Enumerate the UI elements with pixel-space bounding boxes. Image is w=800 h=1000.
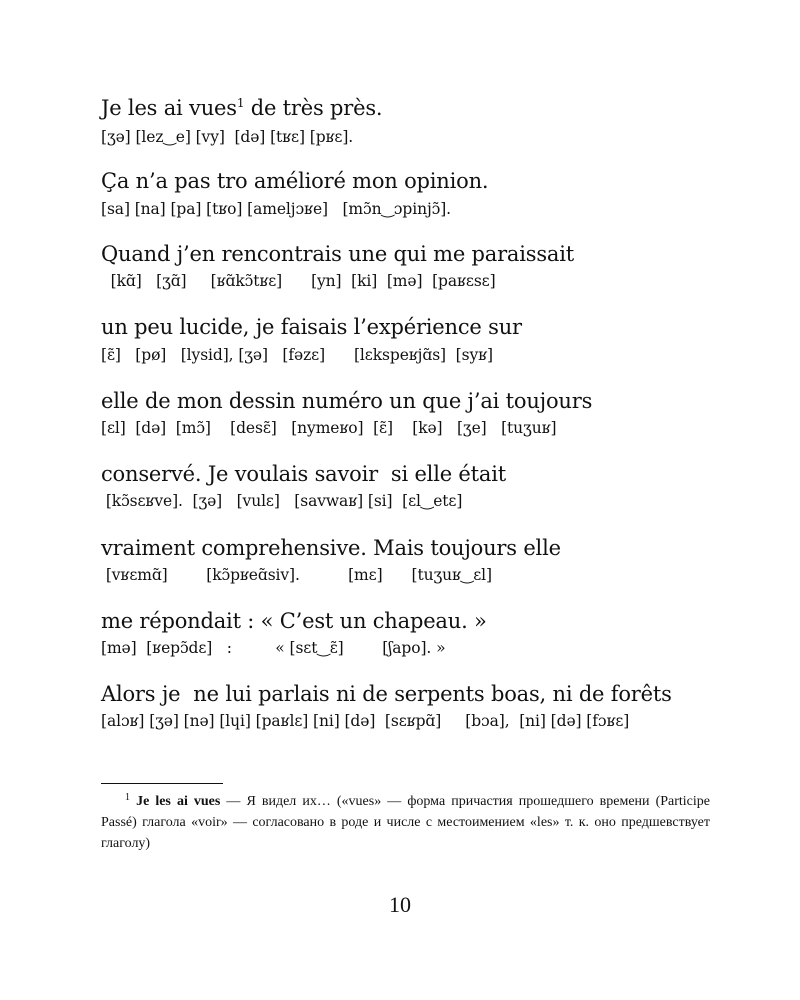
transcription-line-1: [ʒə] [lez‿e] [vy] [də] [tʁɛ] [pʁɛ].	[101, 128, 354, 146]
footnote-divider	[101, 783, 223, 784]
footnote-text: — Я видел их… («vues» — форма причастия прошедшего времени (Participe Passé) глагола «voir» — согласовано в роде и числе с местоимением «les» т. к. оно предшевствует глаголу)	[101, 794, 710, 851]
footnote-number: 1	[125, 792, 130, 803]
footnote	[101, 791, 710, 854]
transcription-line-7: [vʁɛmɑ̃] [kɔ̃pʁeɑ̃siv]. [mɛ] [tuʒuʁ‿ɛl]	[101, 566, 492, 584]
footnote-term: Je les ai vues	[136, 794, 221, 809]
transcription-line-5: [ɛl] [də] [mɔ̃] [desɛ̃] [nymeʁo] [ɛ̃] [kə] [ʒe] [tuʒuʁ]	[101, 419, 557, 437]
french-line-8: me répondait : « C’est un chapeau. »	[101, 609, 487, 633]
transcription-line-8: [mə] [ʁepɔ̃dɛ] : « [sɛt‿ɛ̃] [ʃapo]. »	[101, 639, 446, 657]
french-line-1: Je les ai vues$^1$ de très près.	[101, 96, 383, 120]
transcription-line-4: [ɛ̃] [pø] [lysid], [ʒə] [fəzɛ] [lɛkspeʁjɑ̃s] [syʁ]	[101, 346, 493, 364]
footnote-reference: 1	[236, 96, 245, 110]
french-line-2: Ça n’a pas tro amélioré mon opinion.	[101, 169, 489, 193]
french-line-9: Alors je ne lui parlais ni de serpents boas, ni de forêts	[101, 682, 672, 706]
page-number: 10	[389, 892, 411, 917]
french-line-4: un peu lucide, je faisais l’expérience sur	[101, 315, 522, 339]
transcription-line-2: [sa] [na] [pa] [tʁo] [ameljɔʁe] [mɔ̃n‿ɔpinjɔ̃].	[101, 200, 452, 218]
transcription-line-6: [kɔ̃sɛʁve]. [ʒə] [vulɛ] [savwaʁ] [si] [ɛl‿etɛ]	[101, 492, 463, 510]
transcription-line-9: [alɔʁ] [ʒə] [nə] [lɥi] [paʁlɛ] [ni] [də] [sɛʁpɑ̃] [bɔa], [ni] [də] [fɔʁɛ]	[101, 712, 630, 730]
french-line-6: conservé. Je voulais savoir si elle était	[101, 462, 506, 486]
transcription-line-3: [kɑ̃] [ʒɑ̃] [ʁɑ̃kɔ̃tʁɛ] [yn] [ki] [mə] [paʁɛsɛ]	[101, 272, 496, 290]
french-line-3: Quand j’en rencontrais une qui me paraissait	[101, 242, 575, 266]
french-line-5: elle de mon dessin numéro un que j’ai toujours	[101, 389, 593, 413]
french-line-7: vraiment comprehensive. Mais toujours elle	[101, 536, 561, 560]
